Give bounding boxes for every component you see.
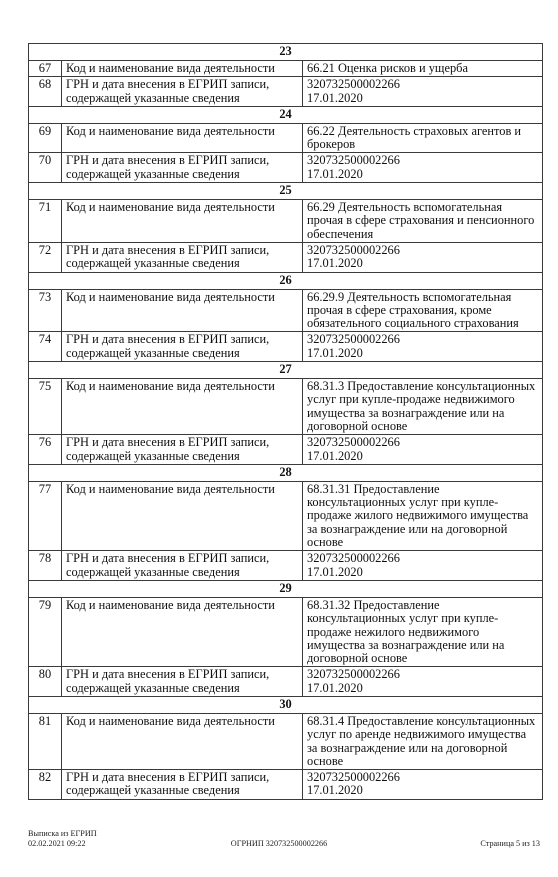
section-header-row xyxy=(29,580,543,597)
section-header-row xyxy=(29,696,543,713)
row-number: 70 xyxy=(29,153,62,183)
table-row xyxy=(29,435,543,465)
table-row xyxy=(29,770,543,800)
row-number: 75 xyxy=(29,379,62,435)
footer-ogrnip: ОГРНИП 320732500002266 xyxy=(230,839,328,848)
row-value: 66.29.9 Деятельность вспомогательная прочая в сфере страхования, кроме обязательного социального страхования xyxy=(303,289,543,332)
table-row xyxy=(29,551,543,581)
row-number: 82 xyxy=(29,770,62,800)
table-row xyxy=(29,713,543,769)
row-label: Код и наименование вида деятельности xyxy=(62,597,303,666)
section-number: 23 xyxy=(29,44,543,61)
section-number: 26 xyxy=(29,272,543,289)
section-number: 27 xyxy=(29,362,543,379)
row-value: 68.31.31 Предоставление консультационных услуг при купле-продаже жилого недвижимого имущества за вознаграждение или на договорной основе xyxy=(303,481,543,550)
row-label: ГРН и дата внесения в ЕГРИП записи, содержащей указанные сведения xyxy=(62,667,303,697)
row-label: ГРН и дата внесения в ЕГРИП записи, содержащей указанные сведения xyxy=(62,332,303,362)
row-value: 320732500002266 17.01.2020 xyxy=(303,77,543,107)
row-label: ГРН и дата внесения в ЕГРИП записи, содержащей указанные сведения xyxy=(62,551,303,581)
section-header-row xyxy=(29,106,543,123)
row-number: 67 xyxy=(29,61,62,77)
row-number: 79 xyxy=(29,597,62,666)
table-row xyxy=(29,123,543,153)
section-number: 24 xyxy=(29,106,543,123)
row-number: 80 xyxy=(29,667,62,697)
row-label: ГРН и дата внесения в ЕГРИП записи, содержащей указанные сведения xyxy=(62,242,303,272)
table-row xyxy=(29,667,543,697)
row-number: 69 xyxy=(29,123,62,153)
row-value: 320732500002266 17.01.2020 xyxy=(303,153,543,183)
table-row xyxy=(29,200,543,243)
row-value: 68.31.32 Предоставление консультационных услуг при купле-продаже нежилого недвижимого имущества за вознаграждение или на договорной основе xyxy=(303,597,543,666)
table-row xyxy=(29,332,543,362)
row-label: ГРН и дата внесения в ЕГРИП записи, содержащей указанные сведения xyxy=(62,153,303,183)
row-value: 66.29 Деятельность вспомогательная прочая в сфере страхования и пенсионного обеспечения xyxy=(303,200,543,243)
footer-doc-title: Выписка из ЕГРИП xyxy=(28,829,97,838)
section-number: 30 xyxy=(29,696,543,713)
row-number: 81 xyxy=(29,713,62,769)
row-value: 320732500002266 17.01.2020 xyxy=(303,667,543,697)
row-number: 77 xyxy=(29,481,62,550)
table-row xyxy=(29,289,543,332)
row-value: 320732500002266 17.01.2020 xyxy=(303,332,543,362)
row-number: 73 xyxy=(29,289,62,332)
section-header-row xyxy=(29,272,543,289)
section-header-row xyxy=(29,44,543,61)
table-row xyxy=(29,77,543,107)
section-number: 25 xyxy=(29,183,543,200)
row-number: 71 xyxy=(29,200,62,243)
row-label: Код и наименование вида деятельности xyxy=(62,200,303,243)
table-row xyxy=(29,481,543,550)
table-row xyxy=(29,61,543,77)
row-value: 320732500002266 17.01.2020 xyxy=(303,770,543,800)
section-header-row xyxy=(29,464,543,481)
row-value: 68.31.4 Предоставление консультационных услуг по аренде недвижимого имущества за вознаграждение или на договорной основе xyxy=(303,713,543,769)
row-value: 320732500002266 17.01.2020 xyxy=(303,242,543,272)
row-number: 74 xyxy=(29,332,62,362)
row-label: Код и наименование вида деятельности xyxy=(62,289,303,332)
footer-page-number: Страница 5 из 13 xyxy=(480,839,540,848)
row-label: ГРН и дата внесения в ЕГРИП записи, содержащей указанные сведения xyxy=(62,770,303,800)
table-row xyxy=(29,153,543,183)
row-number: 76 xyxy=(29,435,62,465)
section-number: 29 xyxy=(29,580,543,597)
table-row xyxy=(29,379,543,435)
row-number: 78 xyxy=(29,551,62,581)
row-number: 68 xyxy=(29,77,62,107)
row-value: 68.31.3 Предоставление консультационных услуг при купле-продаже недвижимого имущества за вознаграждение или на договорной основе xyxy=(303,379,543,435)
row-label: ГРН и дата внесения в ЕГРИП записи, содержащей указанные сведения xyxy=(62,77,303,107)
row-label: Код и наименование вида деятельности xyxy=(62,123,303,153)
row-value: 66.22 Деятельность страховых агентов и брокеров xyxy=(303,123,543,153)
table-row xyxy=(29,242,543,272)
section-header-row xyxy=(29,362,543,379)
row-label: ГРН и дата внесения в ЕГРИП записи, содержащей указанные сведения xyxy=(62,435,303,465)
section-header-row xyxy=(29,183,543,200)
row-value: 66.21 Оценка рисков и ущерба xyxy=(303,61,543,77)
row-label: Код и наименование вида деятельности xyxy=(62,481,303,550)
row-number: 72 xyxy=(29,242,62,272)
row-value: 320732500002266 17.01.2020 xyxy=(303,551,543,581)
table-body xyxy=(29,44,543,800)
footer-datetime: 02.02.2021 09:22 xyxy=(28,839,86,848)
egrip-extract-table xyxy=(28,43,543,800)
table-row xyxy=(29,597,543,666)
row-label: Код и наименование вида деятельности xyxy=(62,61,303,77)
row-value: 320732500002266 17.01.2020 xyxy=(303,435,543,465)
section-number: 28 xyxy=(29,464,543,481)
row-label: Код и наименование вида деятельности xyxy=(62,713,303,769)
row-label: Код и наименование вида деятельности xyxy=(62,379,303,435)
